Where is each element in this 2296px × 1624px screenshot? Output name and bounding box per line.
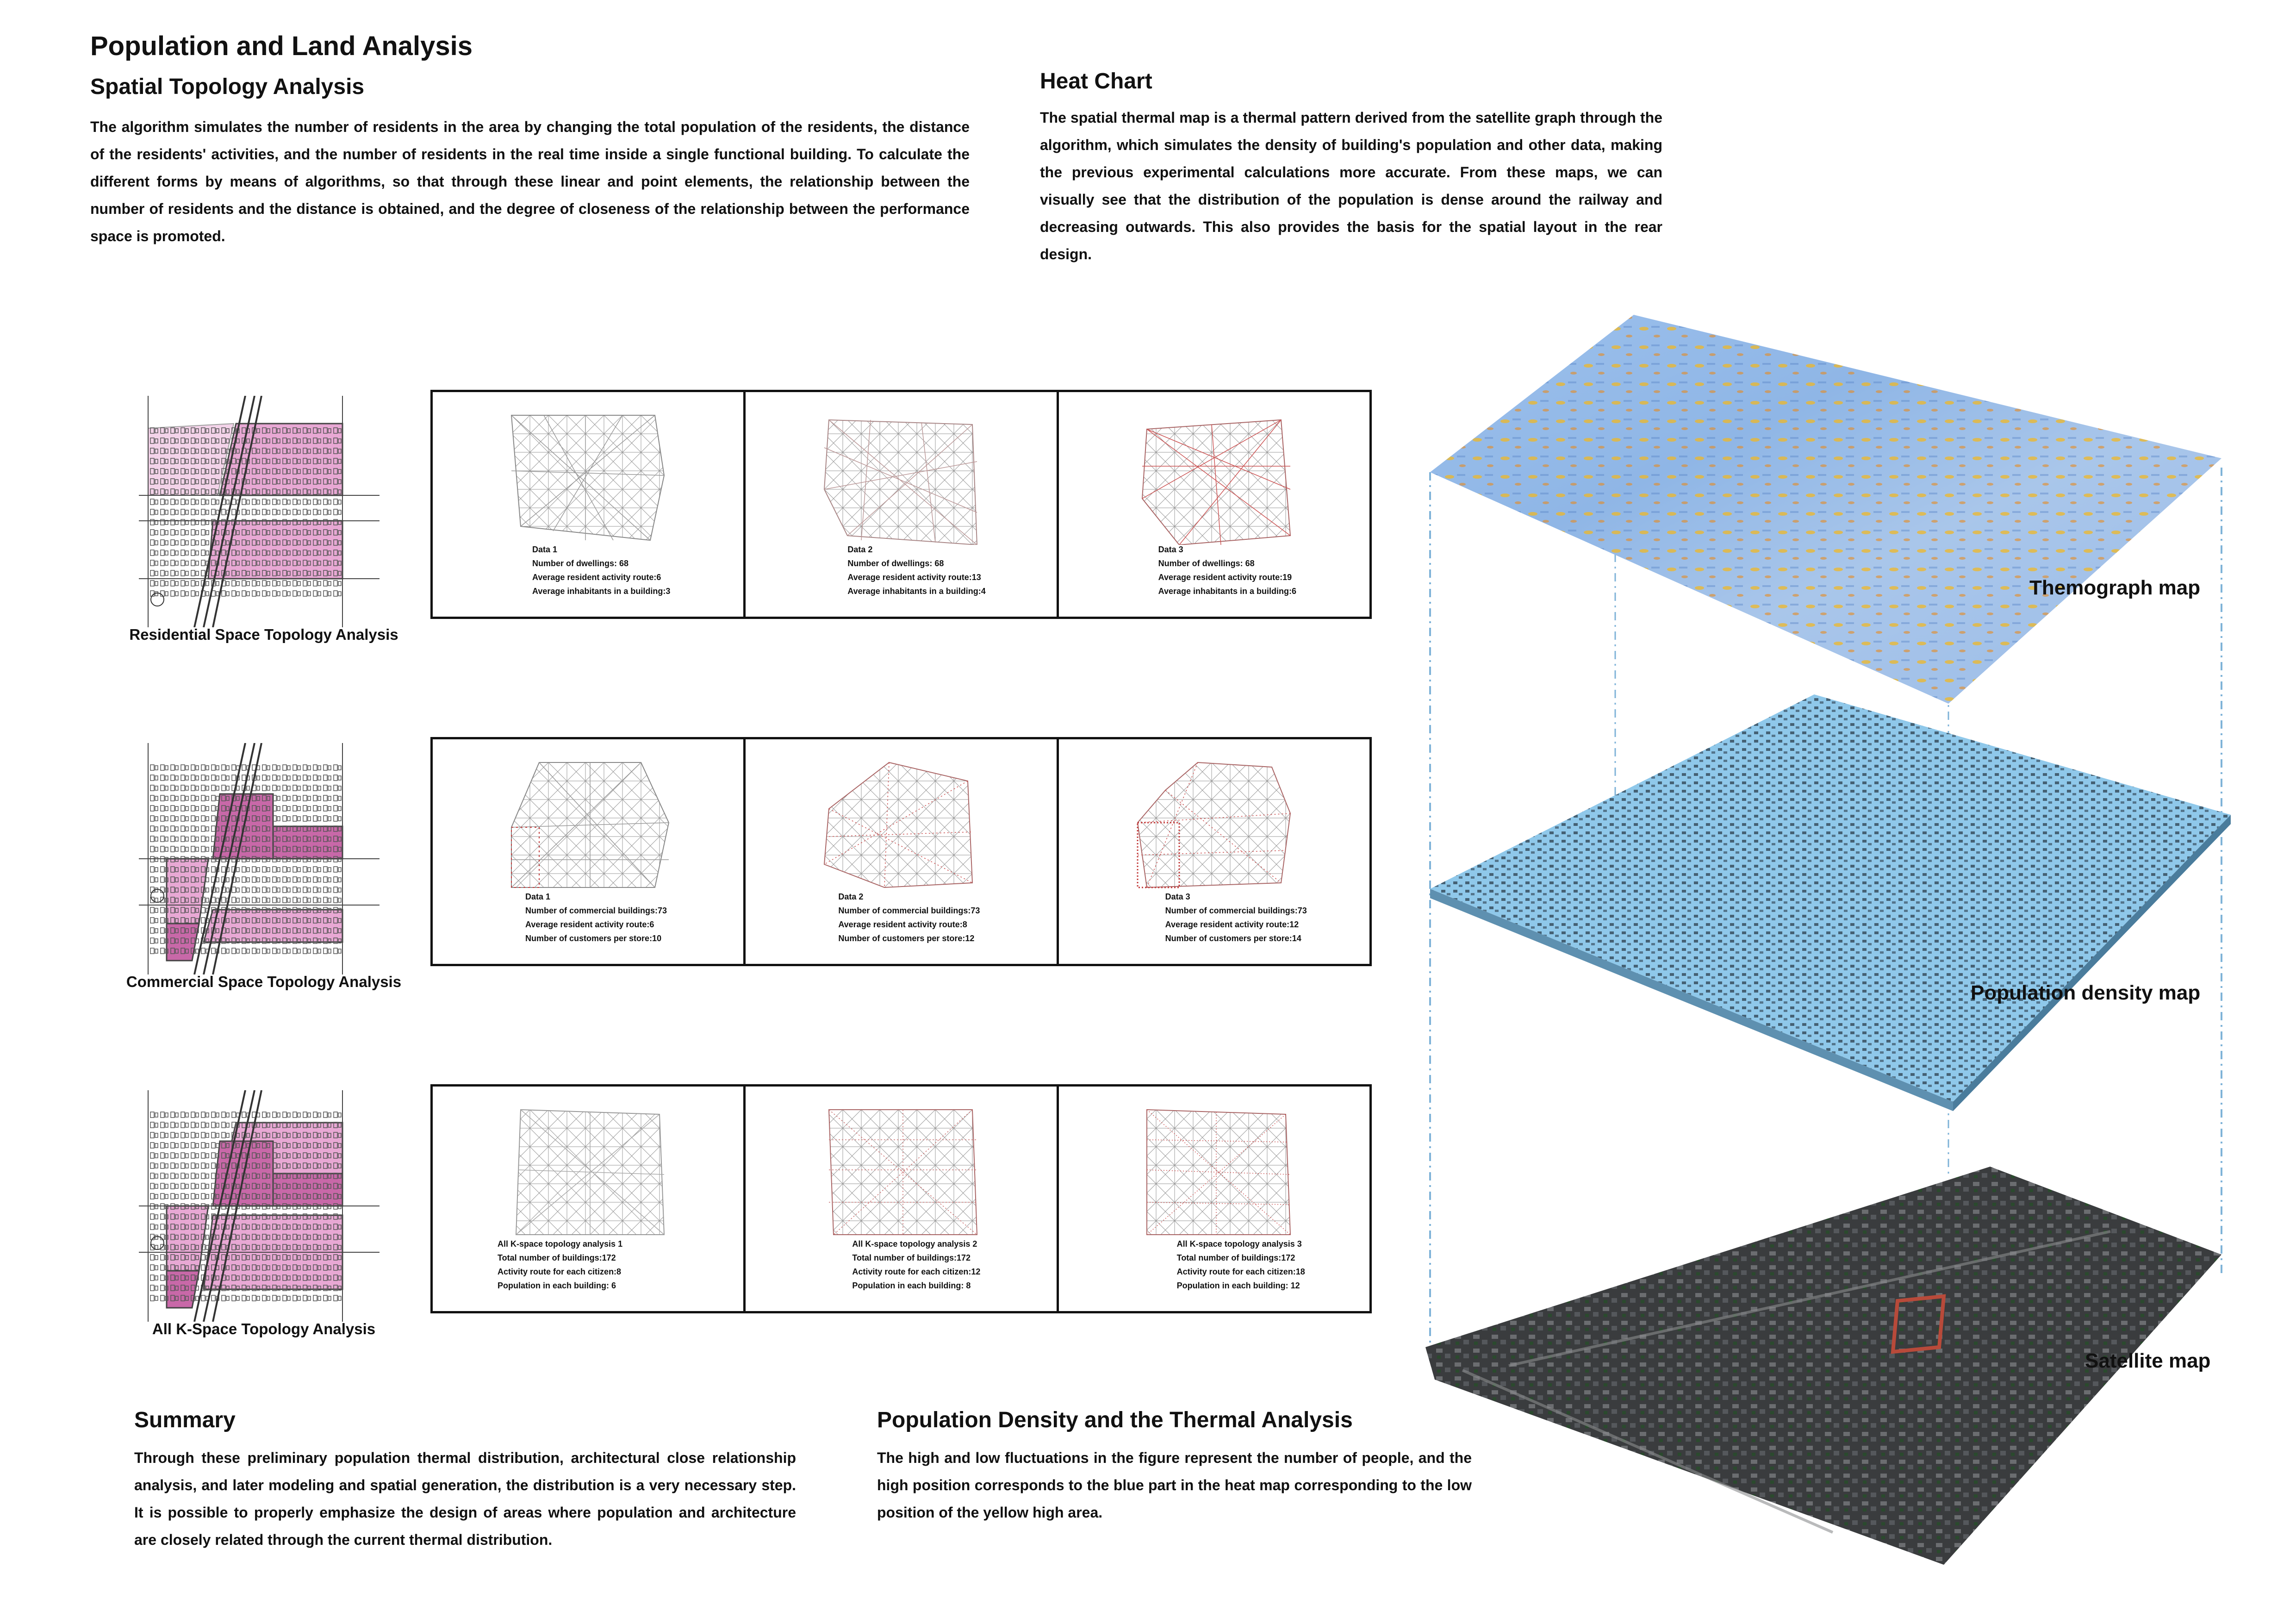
topology-network xyxy=(502,753,678,892)
row-caption-commercial: Commercial Space Topology Analysis xyxy=(126,973,402,990)
info-line: Average resident activity route:13 xyxy=(847,573,981,582)
info-line: Average inhabitants in a building:4 xyxy=(847,587,986,596)
info-line: Activity route for each citizen:18 xyxy=(1176,1267,1305,1276)
info-line: Number of commercial buildings:73 xyxy=(838,906,980,915)
heat-chart-title: Heat Chart xyxy=(1040,69,1152,94)
info-line: Average resident activity route:12 xyxy=(1165,920,1299,929)
info-line: Number of commercial buildings:73 xyxy=(525,906,667,915)
residential-topology-panel xyxy=(430,390,1372,619)
info-line: Data 3 xyxy=(1158,545,1183,554)
info-line: All K-space topology analysis 2 xyxy=(852,1239,977,1249)
topology-network xyxy=(815,406,991,545)
population-density-label: Population density map xyxy=(1971,981,2201,1004)
density-analysis-title: Population Density and the Thermal Analysis xyxy=(877,1408,1353,1432)
info-line: Average resident activity route:8 xyxy=(838,920,967,929)
residential-data-2 xyxy=(746,392,1058,617)
thermograph-label: Themograph map xyxy=(2029,576,2201,599)
info-line: Population in each building: 12 xyxy=(1176,1281,1300,1290)
k-space-site-map xyxy=(139,1090,380,1322)
info-line: Number of customers per store:14 xyxy=(1165,934,1301,943)
info-line: Average inhabitants in a building:6 xyxy=(1158,587,1297,596)
info-line: Average resident activity route:19 xyxy=(1158,573,1292,582)
info-line: Total number of buildings:172 xyxy=(498,1253,616,1262)
satellite-label: Satellite map xyxy=(2085,1349,2211,1372)
layered-maps-diagram xyxy=(1416,306,2235,1579)
info-line: Population in each building: 8 xyxy=(852,1281,971,1290)
info-line: Data 1 xyxy=(525,892,551,901)
commercial-topology-panel xyxy=(430,737,1372,966)
thermograph-layer xyxy=(1430,315,2221,704)
row-caption-residential: Residential Space Topology Analysis xyxy=(129,626,398,643)
summary-paragraph: Through these preliminary population thermal distribution, architectural close relationship analysis, and later modeling and spatial generation, the distribution is a very necessary step. It is possible to properly emphasize the design of areas where population and architecture are closely related through the current thermal distribution. xyxy=(134,1449,796,1548)
residential-data-3 xyxy=(1059,392,1369,617)
residential-site-map xyxy=(139,396,380,627)
info-line: Average resident activity route:6 xyxy=(532,573,661,582)
intro-paragraph: The algorithm simulates the number of residents in the area by changing the total population of the residents, the distance of the residents' activities, and the number of residents in the real time inside a single functional building. To calculate the different forms by means of algorithms, so that through these linear and point elements, the relationship between the number of residents and the distance is obtained, and the degree of closeness of the relationship between the performance space is promoted. xyxy=(90,119,970,244)
topology-network xyxy=(1128,406,1304,545)
info-line: Number of customers per store:10 xyxy=(525,934,662,943)
info-line: All K-space topology analysis 3 xyxy=(1176,1239,1302,1249)
info-line: Number of dwellings: 68 xyxy=(847,559,944,568)
info-line: Average inhabitants in a building:3 xyxy=(532,587,671,596)
k-space-topology-panel xyxy=(430,1084,1372,1313)
info-line: Number of customers per store:12 xyxy=(838,934,975,943)
info-line: Number of dwellings: 68 xyxy=(532,559,629,568)
info-line: Total number of buildings:172 xyxy=(1176,1253,1295,1262)
info-line: Number of commercial buildings:73 xyxy=(1165,906,1307,915)
info-line: Data 2 xyxy=(838,892,864,901)
topology-network xyxy=(815,753,991,892)
k-space-data-3 xyxy=(1059,1087,1369,1311)
info-line: Activity route for each citizen:8 xyxy=(498,1267,622,1276)
info-line: Total number of buildings:172 xyxy=(852,1253,971,1262)
section-title-spatial-topology: Spatial Topology Analysis xyxy=(90,75,365,99)
commercial-data-2 xyxy=(746,739,1058,964)
topology-network xyxy=(1128,753,1304,892)
commercial-data-3 xyxy=(1059,739,1369,964)
population-density-layer xyxy=(1430,694,2231,1111)
k-space-data-1 xyxy=(433,1087,746,1311)
info-line: Population in each building: 6 xyxy=(498,1281,616,1290)
topology-network xyxy=(1128,1100,1304,1239)
heat-chart-paragraph: The spatial thermal map is a thermal pattern derived from the satellite graph through the algorithm, which simulates the density of building's population and other data, making the previous experimental calculations more accurate. From these maps, we can visually see that the distribution of the population is dense around the railway and decreasing outwards. This also provides the basis for the spatial layout in the rear design. xyxy=(1040,109,1662,262)
commercial-data-1 xyxy=(433,739,746,964)
info-line: Number of dwellings: 68 xyxy=(1158,559,1255,568)
residential-data-1 xyxy=(433,392,746,617)
info-line: All K-space topology analysis 1 xyxy=(498,1239,623,1249)
topology-network xyxy=(815,1100,991,1239)
topology-network xyxy=(502,1100,678,1239)
info-line: Data 1 xyxy=(532,545,558,554)
row-caption-k-space: All K-Space Topology Analysis xyxy=(152,1320,376,1337)
topology-network xyxy=(502,406,678,545)
page-title: Population and Land Analysis xyxy=(90,31,473,61)
info-line: Data 3 xyxy=(1165,892,1190,901)
summary-title: Summary xyxy=(134,1408,236,1432)
info-line: Average resident activity route:6 xyxy=(525,920,654,929)
info-line: Activity route for each citizen:12 xyxy=(852,1267,981,1276)
info-line: Data 2 xyxy=(847,545,873,554)
density-analysis-paragraph: The high and low fluctuations in the figure represent the number of people, and the high position corresponds to the blue part in the heat map corresponding to the low position of the yellow high area. xyxy=(877,1449,1472,1521)
k-space-data-2 xyxy=(746,1087,1058,1311)
commercial-site-map xyxy=(139,743,380,974)
